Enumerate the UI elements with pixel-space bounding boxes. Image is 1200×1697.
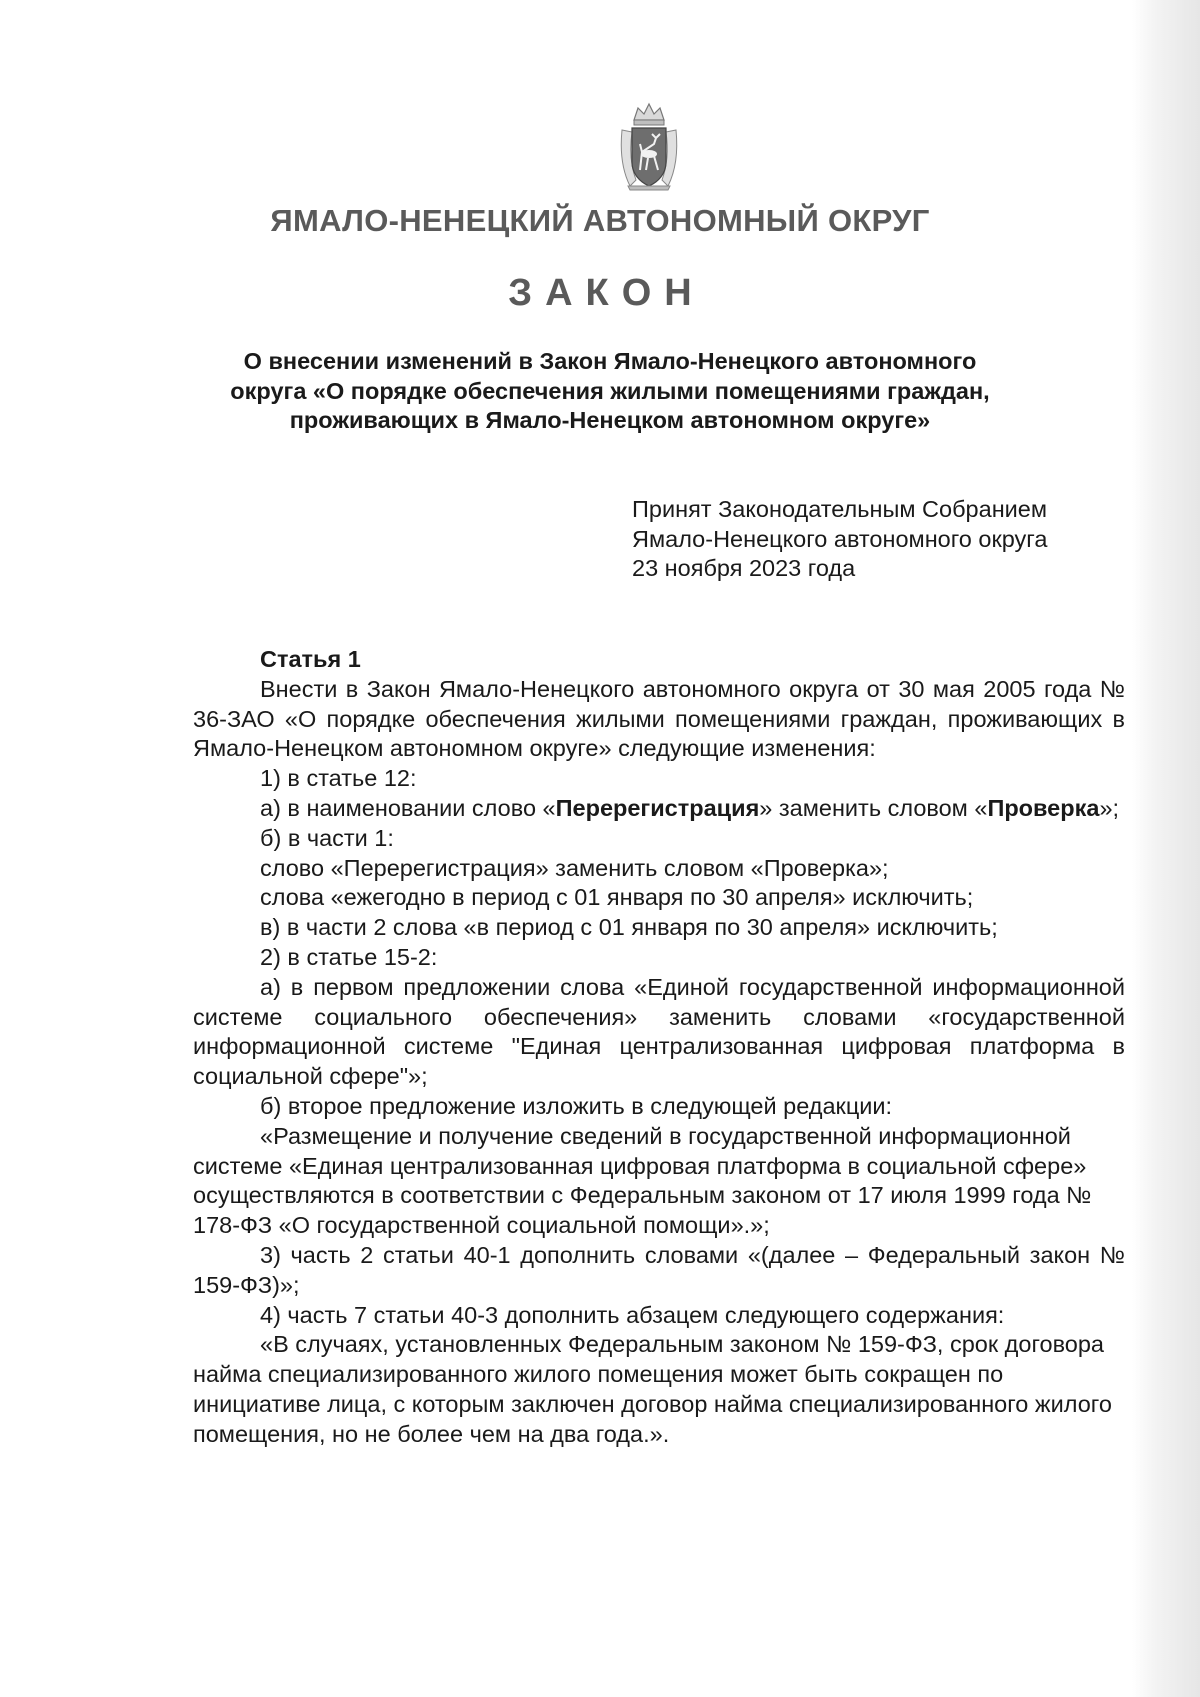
amendment-item: а) в первом предложении слова «Единой государственной информационной системе социального обеспечения» заменить словами «государственной информационной системе "Единая централизованная цифровая платформа в социальной сфере"»; <box>193 973 1125 1090</box>
amendment-quote: «В случаях, установленных Федеральным законом № 159-ФЗ, срок договора найма специализированного жилого помещения может быть сокращен по инициативе лица, с которым заключен договор найма специализированного жилого помещения, но не более чем на два года.». <box>193 1331 1112 1447</box>
law-title-line: проживающих в Ямало-Ненецком автономном округе» <box>289 407 931 433</box>
amendment-text: » заменить словом « <box>759 794 988 821</box>
region-name: ЯМАЛО-НЕНЕЦКИЙ АВТОНОМНЫЙ ОКРУГ <box>270 203 930 238</box>
article-body <box>193 645 1125 1450</box>
amendment-text: а) в наименовании слово « <box>260 794 556 821</box>
amendment-item: 4) часть 7 статьи 40-3 дополнить абзацем следующего содержания: <box>260 1301 1005 1328</box>
amendment-subitem: слова «ежегодно в период с 01 января по 30 апреля» исключить; <box>260 884 974 911</box>
article-intro: Внести в Закон Ямало-Ненецкого автономного округа от 30 мая 2005 года № 36-ЗАО «О порядке обеспечения жилыми помещениями граждан, проживающих в Ямало-Ненецком автономном округе» следующие изменения: <box>193 675 1125 762</box>
amendment-item: 1) в статье 12: <box>260 765 417 792</box>
amendment-subitem: слово «Перерегистрация» заменить словом «Проверка»; <box>260 854 889 881</box>
adoption-line: Принят Законодательным Собранием <box>632 496 1048 522</box>
old-word: Перерегистрация <box>555 794 760 821</box>
document-type: ЗАКОН <box>508 272 705 314</box>
adoption-line: Ямало-Ненецкого автономного округа <box>632 525 1048 552</box>
amendment-item: б) второе предложение изложить в следующей редакции: <box>260 1092 893 1119</box>
amendment-item: 3) часть 2 статьи 40-1 дополнить словами «(далее – Федеральный закон № 159-ФЗ)»; <box>193 1241 1125 1298</box>
amendment-item: в) в части 2 слова «в период с 01 января по 30 апреля» исключить; <box>260 914 998 941</box>
amendment-item: 2) в статье 15-2: <box>260 943 438 970</box>
adoption-line: 23 ноября 2023 года <box>632 555 856 581</box>
adoption-note <box>632 495 1047 584</box>
coat-of-arms-emblem <box>618 100 680 192</box>
amendment-text: »; <box>1099 794 1120 821</box>
article-heading: Статья 1 <box>260 646 361 672</box>
law-title-line: округа «О порядке обеспечения жилыми помещениями граждан, <box>230 377 990 404</box>
new-word: Проверка <box>987 794 1100 821</box>
amendment-item: б) в части 1: <box>260 824 394 851</box>
law-title-line: О внесении изменений в Закон Ямало-Ненецкого автономного <box>243 348 977 374</box>
page-edge-shadow <box>1132 0 1200 1697</box>
law-title <box>180 347 1040 436</box>
amendment-item <box>193 794 1125 824</box>
amendment-quote: «Размещение и получение сведений в государственной информационной системе «Единая централизованная цифровая платформа в социальной сфере» осуществляются в соответствии с Федеральным законом от 17 июля 1999 года № 178-ФЗ «О государственной социальной помощи».»; <box>193 1122 1092 1239</box>
